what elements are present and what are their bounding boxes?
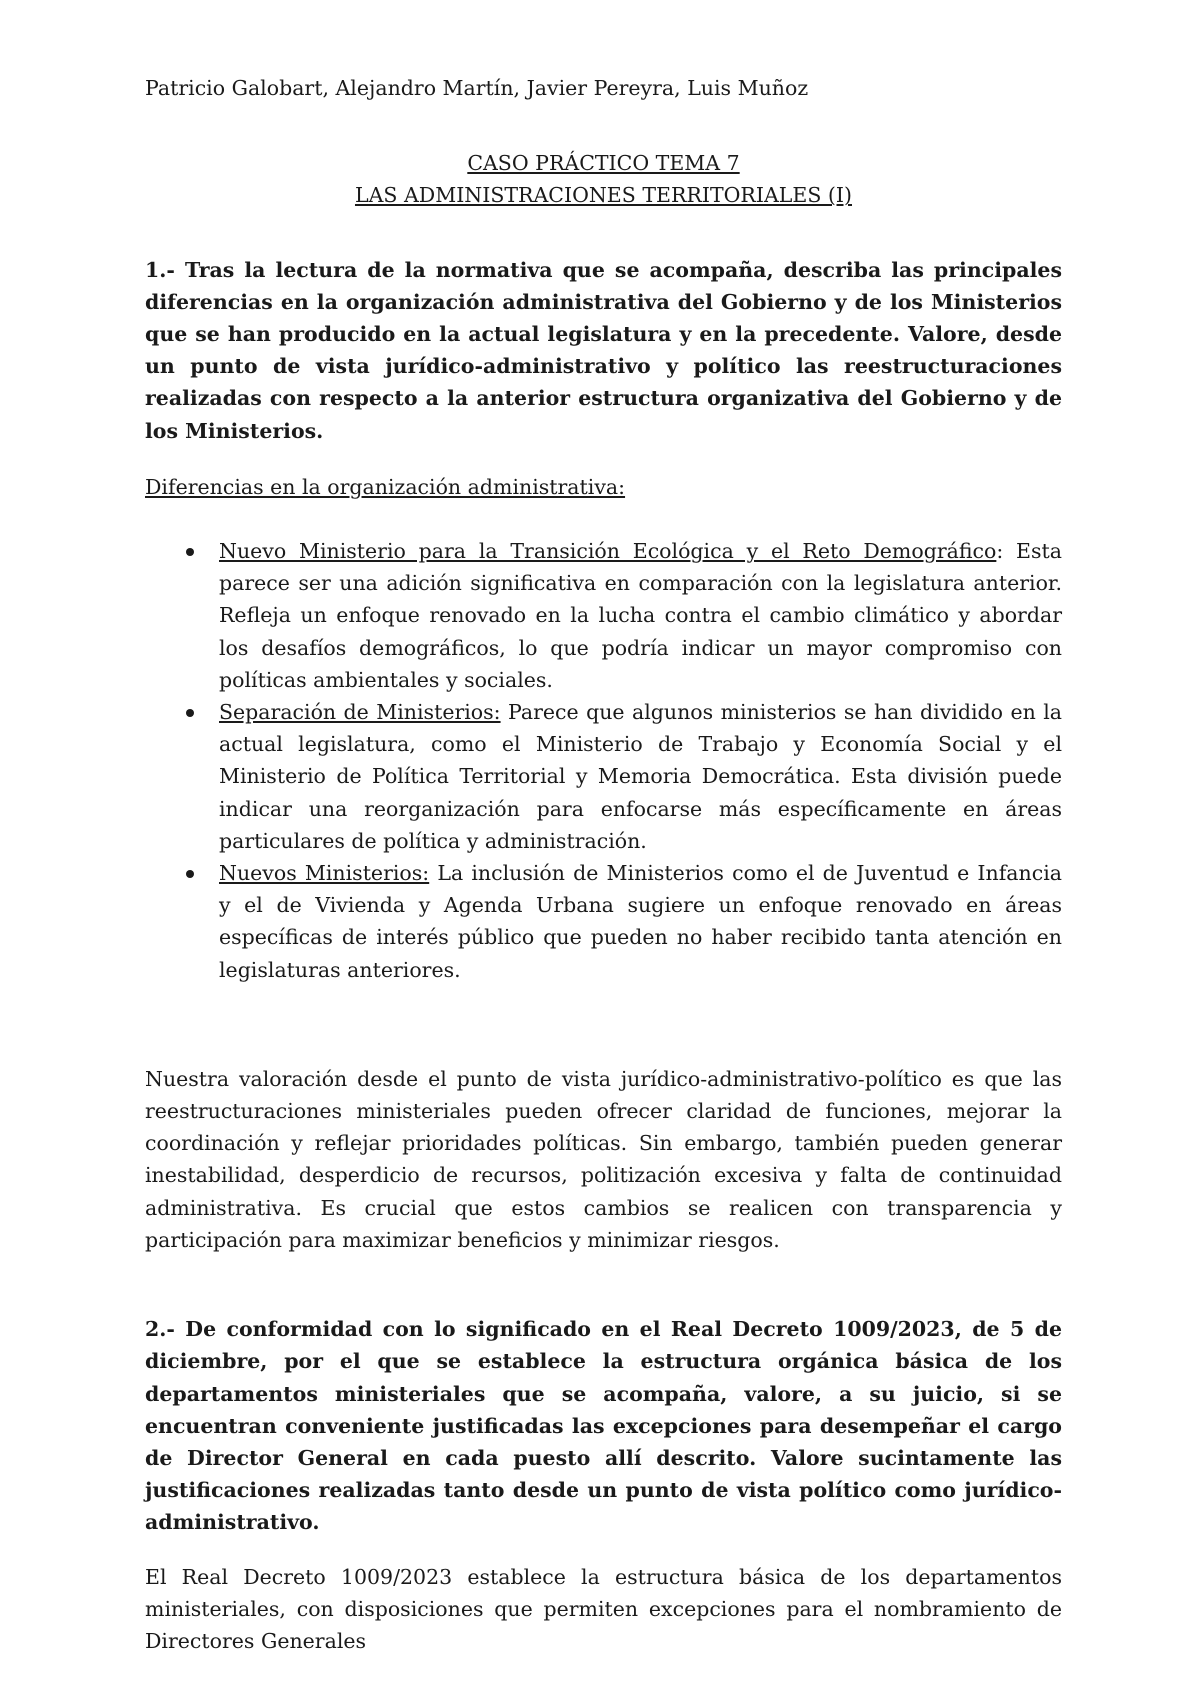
document-body	[145, 72, 1062, 1657]
list-item	[145, 535, 1062, 696]
authors-line: Patricio Galobart, Alejandro Martín, Javier Pereyra, Luis Muñoz	[145, 76, 809, 100]
differences-list	[145, 535, 1062, 986]
question-1: 1.- Tras la lectura de la normativa que se acompaña, describa las principales diferencias en la organización administrativa del Gobierno y de los Ministerios que se han producido en la actual legislatura y en la precedente. Valore, desde un punto de vista jurídico-administrativo y político las reestructuraciones realizadas con respecto a la anterior estructura organizativa del Gobierno y de los Ministerios.	[145, 257, 1062, 443]
question-2: 2.- De conformidad con lo significado en el Real Decreto 1009/2023, de 5 de diciembre, por el que se establece la estructura orgánica básica de los departamentos ministeriales que se acompaña, valore, a su juicio, si se encuentran conveniente justificadas las excepciones para desempeñar el cargo de Director General en cada puesto allí descrito. Valore sucintamente las justificaciones realizadas tanto desde un punto de vista político como jurídico-administrativo.	[145, 1317, 1062, 1535]
list-item	[145, 696, 1062, 857]
list-item-heading: Nuevos Ministerios:	[219, 861, 430, 886]
answer-2-paragraph: El Real Decreto 1009/2023 establece la estructura básica de los departamentos ministeriales, con disposiciones que permiten excepciones para el nombramiento de Directores Generales	[145, 1564, 1062, 1653]
bullet-icon	[186, 709, 194, 717]
document-title	[145, 147, 1062, 211]
differences-subheading: Diferencias en la organización administrativa:	[145, 474, 626, 499]
valoracion-paragraph: Nuestra valoración desde el punto de vista jurídico-administrativo-político es que las reestructuraciones ministeriales pueden ofrecer claridad de funciones, mejorar la coordinación y reflejar prioridades políticas. Sin embargo, también pueden generar inestabilidad, desperdicio de recursos, politización excesiva y falta de continuidad administrativa. Es crucial que estos cambios se realicen con transparencia y participación para maximizar beneficios y minimizar riesgos.	[145, 1066, 1062, 1252]
title-line-1: CASO PRÁCTICO TEMA 7	[467, 151, 740, 176]
bullet-icon	[186, 870, 194, 878]
list-item-text: : Esta parece ser una adición significativa en comparación con la legislatura anterior. Refleja un enfoque renovado en la lucha contra el cambio climático y abordar los desafíos demográficos, lo que podría indicar un mayor compromiso con políticas ambientales y sociales.	[219, 539, 1062, 692]
list-item-text: Parece que algunos ministerios se han dividido en la actual legislatura, como el Ministerio de Trabajo y Economía Social y el Ministerio de Política Territorial y Memoria Democrática. Esta división puede indicar una reorganización para enfocarse más específicamente en áreas particulares de política y administración.	[219, 700, 1062, 853]
list-item-heading: Nuevo Ministerio para la Transición Ecológica y el Reto Demográfico	[219, 539, 997, 564]
list-item-text: La inclusión de Ministerios como el de Juventud e Infancia y el de Vivienda y Agenda Urbana sugiere un enfoque renovado en áreas específicas de interés público que pueden no haber recibido tanta atención en legislaturas anteriores.	[219, 861, 1062, 982]
title-line-2: LAS ADMINISTRACIONES TERRITORIALES (I)	[354, 183, 852, 208]
list-item-heading: Separación de Ministerios:	[219, 700, 501, 725]
list-item	[145, 857, 1062, 986]
bullet-icon	[186, 548, 194, 556]
